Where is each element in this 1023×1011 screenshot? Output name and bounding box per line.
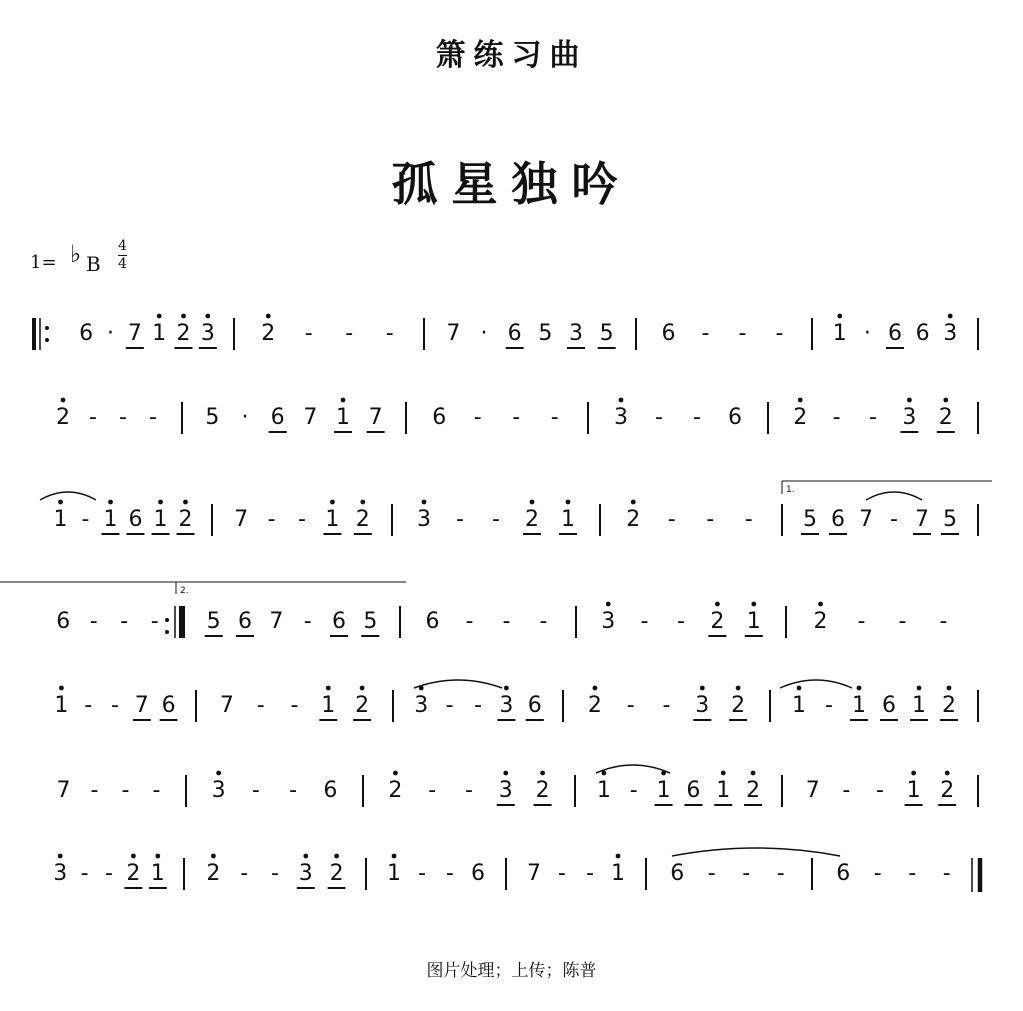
collection-header: 箫练习曲 <box>435 38 588 73</box>
note: 7 <box>527 861 541 886</box>
repeat-dot <box>45 326 49 330</box>
note: 6 <box>831 507 845 532</box>
note: 2 <box>178 507 193 532</box>
octave-dot <box>606 602 611 607</box>
tie <box>672 848 840 856</box>
note: 3 <box>211 778 226 803</box>
note: 1 <box>792 693 806 718</box>
volta-2-label: 2. <box>180 586 189 596</box>
note: 5 <box>803 507 817 532</box>
octave-dot <box>917 686 922 691</box>
note: 2 <box>355 693 370 718</box>
dash-mark: - <box>256 693 265 718</box>
note: 3 <box>298 861 313 886</box>
note: 2 <box>388 778 403 803</box>
dash-mark: - <box>119 405 127 430</box>
dash-mark: - <box>121 778 130 803</box>
octave-dot <box>158 500 163 505</box>
dash-mark: - <box>776 861 785 886</box>
note: 6 <box>238 609 252 634</box>
note: 1 <box>906 778 921 803</box>
note: 2 <box>813 609 828 634</box>
note: 2 <box>731 693 746 718</box>
note: 2 <box>587 693 602 718</box>
note: 1 <box>336 405 350 430</box>
dash-mark: - <box>152 778 161 803</box>
octave-dot <box>360 686 365 691</box>
octave-dot <box>211 854 216 859</box>
dash-mark: - <box>89 609 98 634</box>
note: 1 <box>153 507 168 532</box>
note: 2 <box>525 507 539 532</box>
dash-mark: - <box>345 321 354 346</box>
dash-mark: - <box>428 778 437 803</box>
octave-dot <box>948 314 953 319</box>
dash-mark: - <box>445 693 454 718</box>
note: 6 <box>432 405 447 430</box>
dash-mark: - <box>655 405 663 430</box>
dash-mark: - <box>456 507 464 532</box>
dash-mark: - <box>290 693 299 718</box>
dash-mark: - <box>90 778 99 803</box>
note: 7 <box>219 693 234 718</box>
octave-dot <box>330 500 335 505</box>
octave-dot <box>721 771 726 776</box>
note: 3 <box>414 693 429 718</box>
note: 6 <box>471 861 485 886</box>
note: 2 <box>56 405 70 430</box>
dash-mark: - <box>492 507 500 532</box>
note: 6 <box>882 693 896 718</box>
dot-mark: · <box>863 321 871 346</box>
octave-dot <box>205 314 210 319</box>
dash-mark: - <box>150 609 159 634</box>
dash-mark: - <box>80 861 89 886</box>
dash-mark: - <box>738 321 747 346</box>
octave-dot <box>341 398 346 403</box>
note: 3 <box>614 405 628 430</box>
note: 1 <box>150 861 165 886</box>
octave-dot <box>157 314 162 319</box>
dash-mark: - <box>446 861 454 886</box>
note: 7 <box>805 778 820 803</box>
dash-mark: - <box>744 507 753 532</box>
note: 5 <box>943 507 957 532</box>
octave-dot <box>911 771 916 776</box>
dash-mark: - <box>942 861 951 886</box>
note: 1 <box>852 693 866 718</box>
dash-mark: - <box>876 778 884 803</box>
key-prefix: 1= <box>30 252 57 273</box>
dash-mark: - <box>677 609 685 634</box>
repeat-dot <box>165 630 169 634</box>
meter-top: 4 <box>118 238 127 254</box>
note: 1 <box>54 693 69 718</box>
note: 3 <box>943 321 958 346</box>
note: 7 <box>368 405 383 430</box>
dash-mark: - <box>775 321 784 346</box>
octave-dot <box>61 398 66 403</box>
octave-dot <box>616 854 621 859</box>
note: 2 <box>942 693 956 718</box>
note: 6 <box>888 321 902 346</box>
note: 3 <box>200 321 215 346</box>
note: 6 <box>670 861 685 886</box>
dash-mark: - <box>120 609 129 634</box>
note: 2 <box>626 507 641 532</box>
dash-mark: - <box>298 507 306 532</box>
dash-mark: - <box>873 861 882 886</box>
dash-mark: - <box>502 609 511 634</box>
octave-dot <box>798 398 803 403</box>
note: 1 <box>103 507 118 532</box>
octave-dot <box>334 854 339 859</box>
note: 6 <box>661 321 676 346</box>
note: 5 <box>206 609 221 634</box>
dash-mark: - <box>473 405 482 430</box>
octave-dot <box>797 686 802 691</box>
song-title: 孤星独吟 <box>391 157 632 211</box>
dash-mark: - <box>706 507 715 532</box>
octave-dot <box>593 686 598 691</box>
dash-mark: - <box>939 609 948 634</box>
dash-mark: - <box>640 609 649 634</box>
note: 6 <box>128 507 143 532</box>
note: 2 <box>940 778 955 803</box>
dash-mark: - <box>742 861 751 886</box>
octave-dot <box>422 500 427 505</box>
dash-mark: - <box>111 693 119 718</box>
note: 1 <box>611 861 625 886</box>
note: 3 <box>417 507 431 532</box>
note: 7 <box>56 778 71 803</box>
volta-1-label: 1. <box>786 485 795 495</box>
dash-mark: - <box>898 609 907 634</box>
note: 1 <box>716 778 731 803</box>
note: 6 <box>425 609 440 634</box>
note: 6 <box>527 693 542 718</box>
dash-mark: - <box>465 609 474 634</box>
note: 1 <box>321 693 336 718</box>
octave-dot <box>943 398 948 403</box>
dash-mark: - <box>251 778 260 803</box>
dash-mark: - <box>693 405 701 430</box>
octave-dot <box>303 854 308 859</box>
dash-mark: - <box>857 609 866 634</box>
credits-footer: 图片处理；上传；陈普 <box>426 961 597 981</box>
note: 1 <box>561 507 575 532</box>
dash-mark: - <box>418 861 426 886</box>
dash-mark: - <box>512 405 521 430</box>
note: 6 <box>270 405 285 430</box>
dash-mark: - <box>385 321 394 346</box>
dash-mark: - <box>304 321 313 346</box>
dot-mark: · <box>480 321 488 346</box>
note: 3 <box>499 693 514 718</box>
dash-mark: - <box>667 507 676 532</box>
tie <box>596 765 670 773</box>
note: 2 <box>793 405 808 430</box>
note: 6 <box>915 321 930 346</box>
dash-mark: - <box>626 693 635 718</box>
octave-dot <box>818 602 823 607</box>
note: 6 <box>56 609 71 634</box>
note: 1 <box>596 778 611 803</box>
note: 2 <box>710 609 725 634</box>
note: 1 <box>746 609 761 634</box>
dash-mark: - <box>832 405 841 430</box>
dash-mark: - <box>908 861 917 886</box>
octave-dot <box>155 854 160 859</box>
octave-dot <box>715 602 720 607</box>
repeat-dot <box>165 618 169 622</box>
note: 6 <box>323 778 338 803</box>
note: 2 <box>176 321 191 346</box>
octave-dot <box>503 771 508 776</box>
note: 1 <box>832 321 847 346</box>
octave-dot <box>504 686 509 691</box>
note: 2 <box>329 861 344 886</box>
note: 5 <box>205 405 220 430</box>
octave-dot <box>566 500 571 505</box>
note: 7 <box>915 507 929 532</box>
dash-mark: - <box>474 693 482 718</box>
note: 6 <box>836 861 851 886</box>
octave-dot <box>530 500 535 505</box>
octave-dot <box>393 771 398 776</box>
dash-mark: - <box>267 507 276 532</box>
meter-bottom: 4 <box>118 256 127 272</box>
dash-mark: - <box>707 861 716 886</box>
octave-dot <box>857 686 862 691</box>
dash-mark: - <box>842 778 851 803</box>
dash-mark: - <box>84 693 93 718</box>
note: 1 <box>912 693 926 718</box>
note: 7 <box>127 321 142 346</box>
dash-mark: - <box>303 609 312 634</box>
octave-dot <box>131 854 136 859</box>
note: 7 <box>303 405 318 430</box>
dash-mark: - <box>289 778 298 803</box>
octave-dot <box>360 500 365 505</box>
octave-dot <box>751 602 756 607</box>
octave-dot <box>751 771 756 776</box>
note: 2 <box>355 507 370 532</box>
note: 2 <box>261 321 276 346</box>
octave-dot <box>945 771 950 776</box>
tie <box>414 680 502 688</box>
octave-dot <box>326 686 331 691</box>
tie <box>866 492 922 500</box>
dot-mark: · <box>107 321 114 346</box>
octave-dot <box>736 686 741 691</box>
note: 1 <box>152 321 167 346</box>
note: 1 <box>656 778 671 803</box>
dash-mark: - <box>240 861 249 886</box>
note: 6 <box>332 609 346 634</box>
dash-mark: - <box>550 405 559 430</box>
octave-dot <box>619 398 624 403</box>
octave-dot <box>392 854 397 859</box>
key-letter: B <box>86 252 101 276</box>
note: 2 <box>126 861 141 886</box>
note: 6 <box>686 778 701 803</box>
octave-dot <box>108 500 113 505</box>
dash-mark: - <box>662 693 671 718</box>
note: 3 <box>601 609 616 634</box>
note: 6 <box>79 321 94 346</box>
dot-mark: · <box>241 405 249 430</box>
octave-dot <box>700 686 705 691</box>
note: 1 <box>387 861 401 886</box>
note: 1 <box>53 507 68 532</box>
octave-dot <box>183 500 188 505</box>
dash-mark: - <box>701 321 710 346</box>
note: 7 <box>859 507 873 532</box>
dash-mark: - <box>890 507 898 532</box>
dash-mark: - <box>825 693 833 718</box>
note: 6 <box>728 405 742 430</box>
note: 2 <box>535 778 550 803</box>
repeat-dot <box>45 338 49 342</box>
octave-dot <box>266 314 271 319</box>
note: 3 <box>902 405 917 430</box>
dash-mark: - <box>558 861 566 886</box>
dash-mark: - <box>81 507 90 532</box>
note: 7 <box>446 321 461 346</box>
note: 2 <box>746 778 761 803</box>
dash-mark: - <box>465 778 473 803</box>
note: 7 <box>134 693 149 718</box>
dash-mark: - <box>149 405 157 430</box>
note: 3 <box>695 693 710 718</box>
note: 7 <box>269 609 284 634</box>
tie <box>40 492 96 500</box>
octave-dot <box>58 500 63 505</box>
dash-mark: - <box>586 861 594 886</box>
note: 3 <box>498 778 513 803</box>
octave-dot <box>181 314 186 319</box>
octave-dot <box>947 686 952 691</box>
dash-mark: - <box>271 861 279 886</box>
octave-dot <box>907 398 912 403</box>
dash-mark: - <box>629 778 638 803</box>
flat-sign: ♭ <box>70 240 82 268</box>
note: 2 <box>206 861 221 886</box>
octave-dot <box>58 854 63 859</box>
octave-dot <box>216 771 221 776</box>
note: 6 <box>161 693 176 718</box>
note: 3 <box>53 861 68 886</box>
note: 2 <box>938 405 953 430</box>
dash-mark: - <box>869 405 877 430</box>
tie <box>780 680 852 688</box>
dash-mark: - <box>105 861 113 886</box>
note: 5 <box>538 321 553 346</box>
dash-mark: - <box>539 609 548 634</box>
note: 7 <box>234 507 249 532</box>
note: 1 <box>325 507 340 532</box>
note: 5 <box>599 321 614 346</box>
dash-mark: - <box>89 405 97 430</box>
octave-dot <box>59 686 64 691</box>
octave-dot <box>837 314 842 319</box>
octave-dot <box>540 771 545 776</box>
note: 6 <box>507 321 522 346</box>
octave-dot <box>631 500 636 505</box>
note: 3 <box>569 321 583 346</box>
note: 5 <box>363 609 378 634</box>
